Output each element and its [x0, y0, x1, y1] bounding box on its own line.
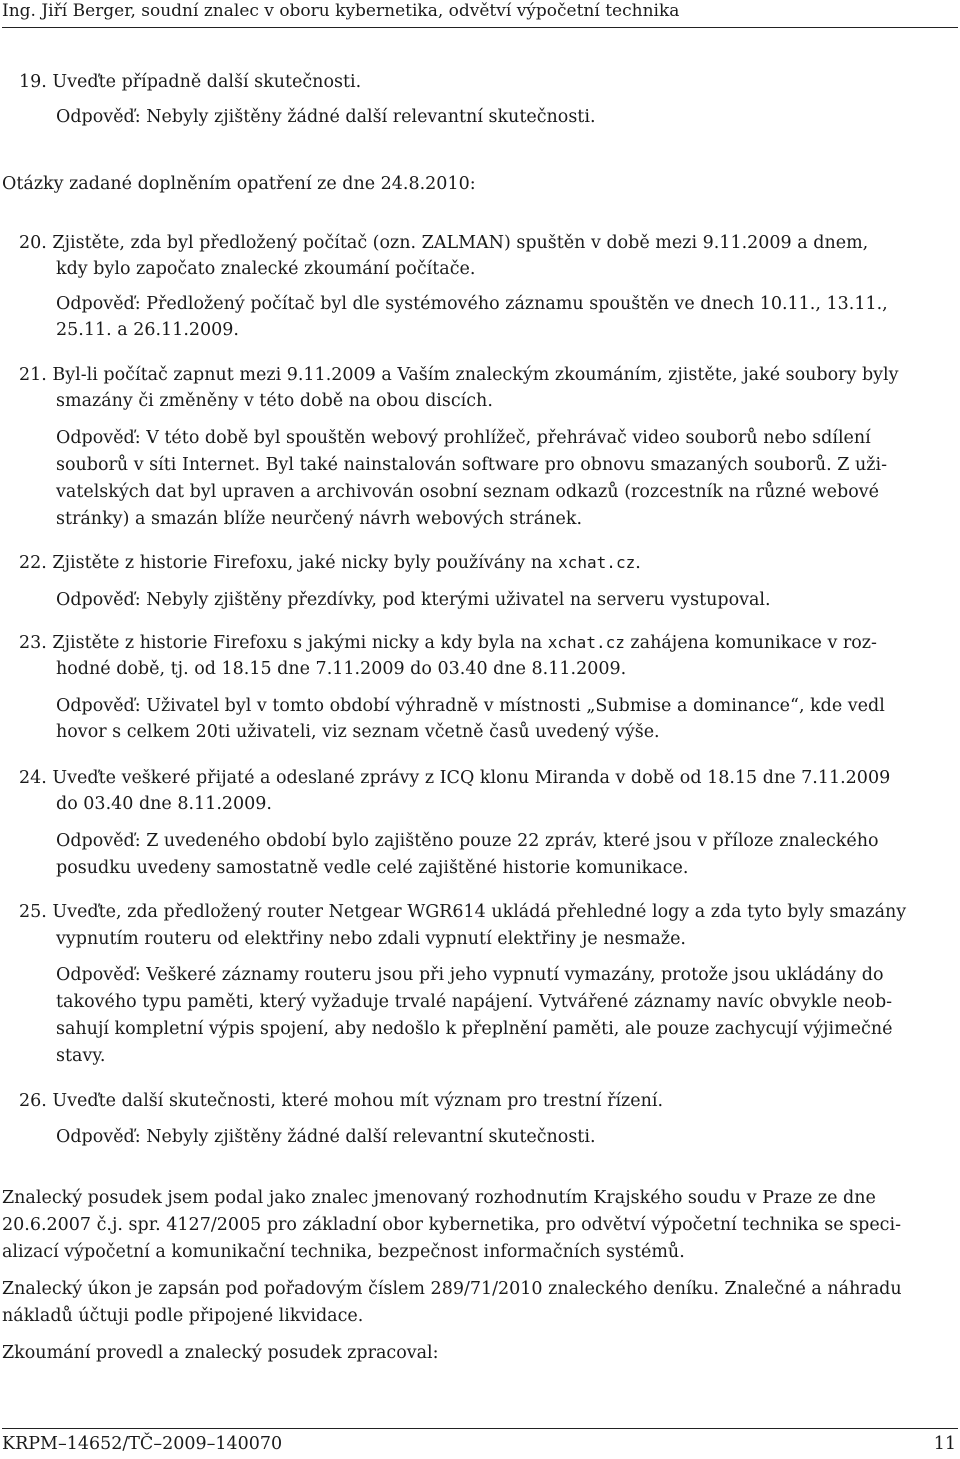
- paragraph-1-line1: Znalecký posudek jsem podal jako znalec jmenovaný rozhodnutím Krajského soudu v Praze ze dne: [2, 1188, 876, 1208]
- answer-24-line2: posudku uvedeny samostatně vedle celé zajištěné historie komunikace.: [56, 858, 689, 878]
- question-26: [19, 1089, 663, 1113]
- paragraph-2-line2: nákladů účtuji podle připojené likvidace.: [2, 1306, 364, 1326]
- question-23-line2: hodné době, tj. od 18.15 dne 7.11.2009 do 03.40 dne 8.11.2009.: [56, 659, 627, 679]
- answer-21-line4: stránky) a smazán blíže neurčený návrh webových stránek.: [56, 509, 583, 529]
- question-number: 23.: [19, 633, 47, 653]
- question-20: [19, 231, 868, 255]
- page-header: Ing. Jiří Berger, soudní znalec v oboru kybernetika, odvětví výpočetní technika: [2, 1, 680, 21]
- answer-21-line2: souborů v síti Internet. Byl také nainstalován software pro obnovu smazaných souborů. Z uži-: [56, 455, 887, 475]
- paragraph-2-line1: Znalecký úkon je zapsán pod pořadovým číslem 289/71/2010 znaleckého deníku. Znalečné a náhradu: [2, 1279, 902, 1299]
- question-22: [19, 551, 641, 575]
- question-number: 25.: [19, 902, 47, 922]
- answer-23-line2: hovor s celkem 20ti uživateli, viz seznam včetně časů uvedený výše.: [56, 722, 660, 742]
- question-19: [19, 70, 361, 94]
- question-number: 24.: [19, 768, 47, 788]
- question-21: [19, 363, 899, 387]
- question-23: [19, 631, 877, 655]
- paragraph-1-line3: alizací výpočetní a komunikační technika, bezpečnost informačních systémů.: [2, 1242, 685, 1262]
- answer-25-line2: takového typu paměti, který vyžaduje trvalé napájení. Vytvářené záznamy navíc obvykle neob-: [56, 992, 893, 1012]
- question-number: 19.: [19, 72, 47, 92]
- question-25-line2: vypnutím routeru od elektřiny nebo zdali vypnutí elektřiny je nesmaže.: [56, 929, 686, 949]
- answer-22: Odpověď: Nebyly zjištěny přezdívky, pod kterými uživatel na serveru vystupoval.: [56, 590, 771, 610]
- answer-25-line4: stavy.: [56, 1046, 106, 1066]
- question-text: Uveďte veškeré přijaté a odeslané zprávy z ICQ klonu Miranda v době od 18.15 dne 7.11.2009: [52, 768, 891, 788]
- question-text: Zjistěte z historie Firefoxu, jaké nicky byly používány na: [52, 553, 553, 573]
- answer-21-line1: Odpověď: V této době byl spouštěn webový prohlížeč, přehrávač video souborů nebo sdílení: [56, 428, 871, 448]
- question-number: 22.: [19, 553, 47, 573]
- question-text-cont: zahájena komunikace v roz-: [630, 633, 877, 653]
- answer-19: Odpověď: Nebyly zjištěny žádné další relevantní skutečnosti.: [56, 107, 596, 127]
- question-24-line2: do 03.40 dne 8.11.2009.: [56, 794, 272, 814]
- question-20-line2: kdy bylo započato znalecké zkoumání počítače.: [56, 259, 476, 279]
- paragraph-1-line2: 20.6.2007 č.j. spr. 4127/2005 pro základní obor kybernetika, pro odvětví výpočetní technika se speci-: [2, 1215, 901, 1235]
- footer-rule: [2, 1428, 958, 1429]
- paragraph-3: Zkoumání provedl a znalecký posudek zpracoval:: [2, 1343, 439, 1363]
- answer-20-line1: Odpověď: Předložený počítač byl dle systémového záznamu spouštěn ve dnech 10.11., 13.11.,: [56, 294, 888, 314]
- question-25: [19, 900, 906, 924]
- header-rule: [2, 27, 958, 28]
- question-number: 26.: [19, 1091, 47, 1111]
- question-text: Uveďte, zda předložený router Netgear WGR614 ukládá přehledné logy a zda tyto byly smazány: [52, 902, 907, 922]
- question-text: Zjistěte z historie Firefoxu s jakými nicky a kdy byla na: [52, 633, 543, 653]
- answer-21-line3: vatelských dat byl upraven a archivován osobní seznam odkazů (rozcestník na různé webové: [56, 482, 879, 502]
- code-domain: xchat.cz: [558, 553, 636, 572]
- question-text: Uveďte další skutečnosti, které mohou mít význam pro trestní řízení.: [52, 1091, 664, 1111]
- question-24: [19, 766, 890, 790]
- question-number: 21.: [19, 365, 47, 385]
- footer-reference: KRPM–14652/TČ–2009–140070: [2, 1434, 283, 1454]
- answer-24-line1: Odpověď: Z uvedeného období bylo zajištěno pouze 22 zpráv, které jsou v příloze znaleckého: [56, 831, 879, 851]
- code-domain: xchat.cz: [547, 633, 625, 652]
- question-number: 20.: [19, 233, 47, 253]
- question-text: Byl-li počítač zapnut mezi 9.11.2009 a Vaším znaleckým zkoumáním, zjistěte, jaké soubory byly: [52, 365, 899, 385]
- question-text: Zjistěte, zda byl předložený počítač (ozn. ZALMAN) spuštěn v době mezi 9.11.2009 a dnem,: [52, 233, 869, 253]
- answer-25-line1: Odpověď: Veškeré záznamy routeru jsou při jeho vypnutí vymazány, protože jsou ukládány do: [56, 965, 884, 985]
- punctuation: .: [635, 553, 641, 573]
- answer-23-line1: Odpověď: Uživatel byl v tomto období výhradně v místnosti „Submise a dominance“, kde vedl: [56, 696, 885, 716]
- answer-20-line2: 25.11. a 26.11.2009.: [56, 320, 239, 340]
- question-21-line2: smazány či změněny v této době na obou discích.: [56, 391, 493, 411]
- page-number: 11: [933, 1434, 956, 1454]
- section-heading: Otázky zadané doplněním opatření ze dne 24.8.2010:: [2, 174, 476, 194]
- answer-25-line3: sahují kompletní výpis spojení, aby nedošlo k přeplnění paměti, ale pouze zachycují výjimečné: [56, 1019, 893, 1039]
- question-text: Uveďte případně další skutečnosti.: [52, 72, 362, 92]
- answer-26: Odpověď: Nebyly zjištěny žádné další relevantní skutečnosti.: [56, 1127, 596, 1147]
